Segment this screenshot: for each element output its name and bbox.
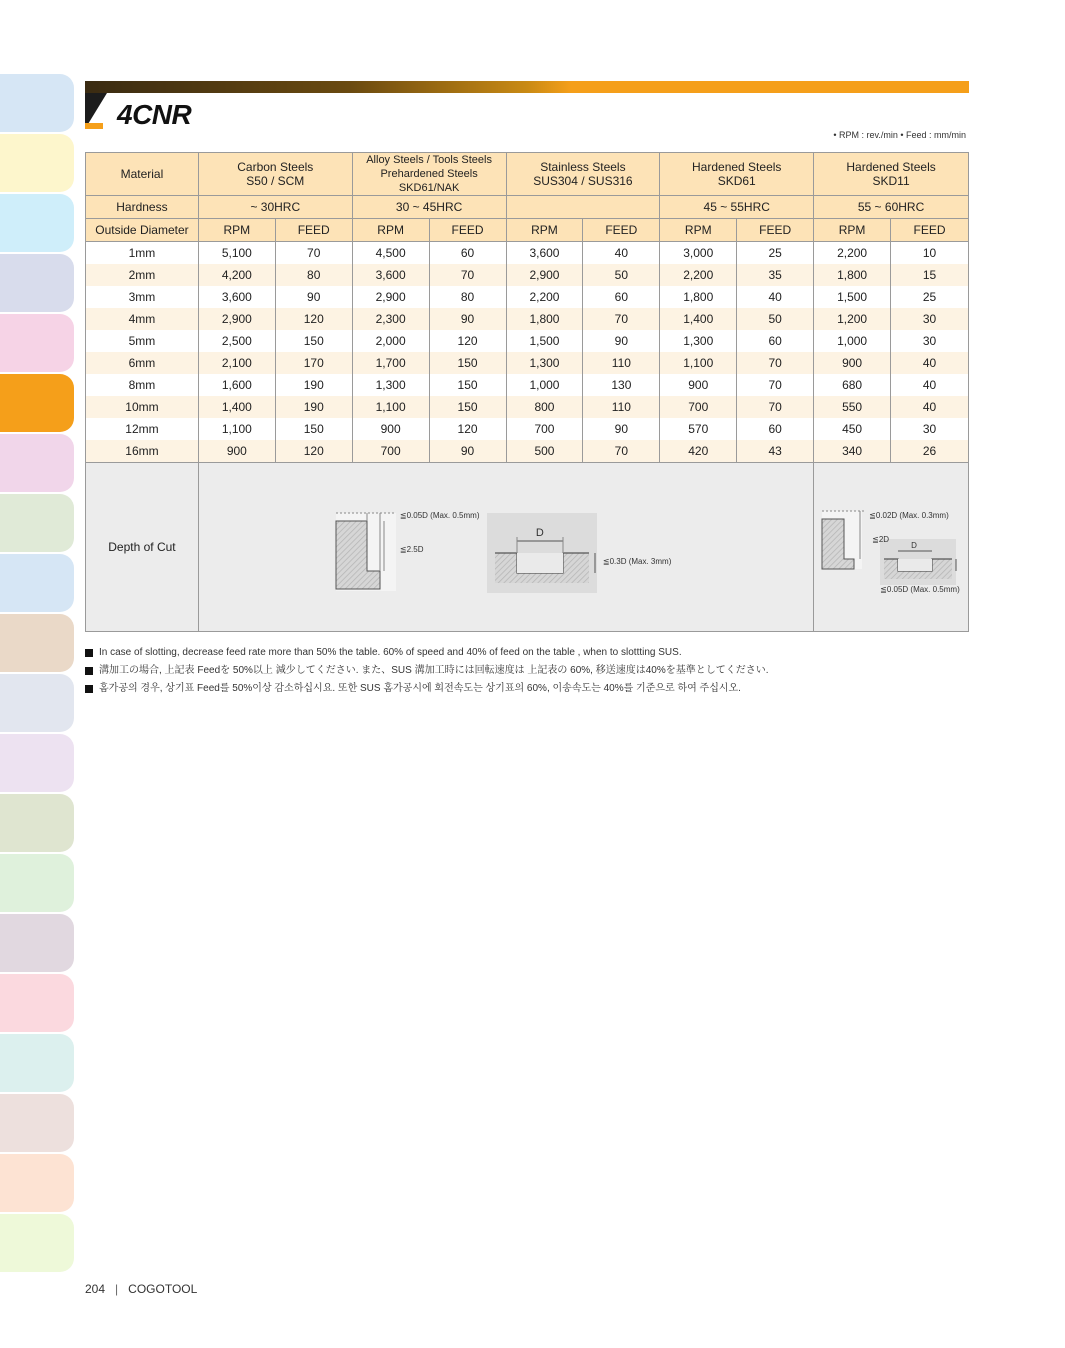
table-row (86, 286, 969, 308)
side-tab[interactable] (0, 1094, 74, 1152)
rpm-cell: 700 (352, 440, 429, 463)
feed-cell: 10 (891, 242, 969, 265)
rpm-cell: 550 (814, 396, 891, 418)
diameter-cell: 6mm (86, 352, 199, 374)
feed-cell: 40 (737, 286, 814, 308)
hardness-value: ~ 30HRC (198, 196, 352, 219)
depth-diagram-hardened (814, 463, 969, 632)
slot-d-label: D (535, 527, 544, 539)
rpm-cell: 5,100 (198, 242, 275, 265)
feed-cell: 35 (737, 264, 814, 286)
table-row (86, 308, 969, 330)
table-row (86, 374, 969, 396)
page-title: 4CNR (117, 99, 192, 130)
rpm-cell: 2,900 (506, 264, 583, 286)
header-bar (85, 81, 969, 93)
side-tab[interactable] (0, 134, 74, 192)
feed-header: FEED (429, 219, 506, 242)
feed-cell: 30 (891, 308, 969, 330)
rpm-header: RPM (506, 219, 583, 242)
rpm-cell: 900 (352, 418, 429, 440)
rpm-cell: 1,000 (506, 374, 583, 396)
diameter-cell: 10mm (86, 396, 199, 418)
feed-cell: 120 (429, 330, 506, 352)
feed-cell: 80 (429, 286, 506, 308)
feed-cell: 70 (275, 242, 352, 265)
feed-cell: 110 (583, 396, 660, 418)
hardness-value: 45 ~ 55HRC (660, 196, 814, 219)
rpm-cell: 1,400 (660, 308, 737, 330)
material-row (86, 153, 969, 196)
rpm-cell: 570 (660, 418, 737, 440)
hardness-value (506, 196, 660, 219)
feed-cell: 190 (275, 396, 352, 418)
rpm-cell: 500 (506, 440, 583, 463)
rpm-cell: 1,500 (506, 330, 583, 352)
feed-cell: 40 (891, 352, 969, 374)
rpm-cell: 1,500 (814, 286, 891, 308)
notes (85, 644, 769, 698)
rpm-cell: 1,700 (352, 352, 429, 374)
feed-cell: 150 (429, 396, 506, 418)
depth-label: Depth of Cut (86, 463, 199, 632)
side-tab[interactable] (0, 494, 74, 552)
rpm-cell: 2,500 (198, 330, 275, 352)
feed-cell: 70 (737, 396, 814, 418)
slot-depth-label: ≦0.3D (Max. 3mm) (602, 557, 672, 566)
feed-cell: 80 (275, 264, 352, 286)
hardened-diagram (814, 463, 969, 631)
table-row (86, 242, 969, 265)
feed-cell: 90 (429, 440, 506, 463)
hardness-value: 55 ~ 60HRC (814, 196, 969, 219)
note-item: 홈가공의 경우, 상기표 Feed를 50%이상 감소하십시요. 또한 SUS 홈가공시에 회전속도는 상기표의 60%, 이송속도는 40%를 기준으로 하여 주십시오. (85, 680, 769, 698)
rpm-cell: 2,300 (352, 308, 429, 330)
diameter-cell: 4mm (86, 308, 199, 330)
brand-name: COGOTOOL (128, 1282, 198, 1296)
feed-cell: 60 (583, 286, 660, 308)
feed-header: FEED (275, 219, 352, 242)
side-tab[interactable] (0, 254, 74, 312)
rpm-cell: 450 (814, 418, 891, 440)
feed-cell: 90 (583, 330, 660, 352)
side-tab[interactable] (0, 854, 74, 912)
side-tab[interactable] (0, 974, 74, 1032)
diameter-cell: 8mm (86, 374, 199, 396)
feed-cell: 150 (429, 374, 506, 396)
diameter-label: Outside Diameter (86, 219, 199, 242)
note-item: 溝加工の場合, 上記表 Feedを 50%以上 減少してください. また、SUS 溝加工時には回転速度は 上記表の 60%, 移送速度は40%を基準としてください. (85, 662, 769, 680)
rpm-cell: 2,900 (352, 286, 429, 308)
feed-cell: 110 (583, 352, 660, 374)
feed-cell: 120 (275, 440, 352, 463)
feed-cell: 50 (737, 308, 814, 330)
rpm-cell: 1,300 (660, 330, 737, 352)
rpm-cell: 2,200 (506, 286, 583, 308)
cutting-conditions-table (85, 152, 969, 632)
rpm-cell: 3,600 (352, 264, 429, 286)
rpm-cell: 1,400 (198, 396, 275, 418)
material-header: Hardened Steels SKD11 (814, 153, 969, 196)
feed-cell: 25 (737, 242, 814, 265)
diameter-cell: 16mm (86, 440, 199, 463)
rpm-cell: 1,800 (660, 286, 737, 308)
rpm-cell: 340 (814, 440, 891, 463)
rpm-header: RPM (660, 219, 737, 242)
rpm-cell: 2,100 (198, 352, 275, 374)
note-item: In case of slotting, decrease feed rate more than 50% the table. 60% of speed and 40% of feed on the table , when to slottting SUS. (85, 644, 769, 662)
rpm-cell: 1,000 (814, 330, 891, 352)
material-header: Hardened Steels SKD61 (660, 153, 814, 196)
feed-cell: 190 (275, 374, 352, 396)
material-label: Material (86, 153, 199, 196)
hardened-side-axial-label: ≦2D (872, 535, 890, 544)
side-tab[interactable] (0, 614, 74, 672)
feed-cell: 40 (891, 396, 969, 418)
feed-header: FEED (737, 219, 814, 242)
hardened-slot-d-label: D (911, 541, 917, 550)
feed-cell: 40 (583, 242, 660, 265)
side-tab[interactable] (0, 374, 74, 432)
feed-cell: 150 (275, 330, 352, 352)
material-header: Alloy Steels / Tools Steels Prehardened Steels SKD61/NAK (352, 153, 506, 196)
feed-cell: 150 (275, 418, 352, 440)
feed-cell: 150 (429, 352, 506, 374)
feed-cell: 60 (429, 242, 506, 265)
feed-cell: 30 (891, 418, 969, 440)
rpm-cell: 700 (506, 418, 583, 440)
side-tab[interactable] (0, 434, 74, 492)
rpm-cell: 800 (506, 396, 583, 418)
bullet-square-icon (85, 667, 93, 675)
side-tab[interactable] (0, 1034, 74, 1092)
table-row (86, 440, 969, 463)
hardened-slot-depth-label: ≦0.05D (Max. 0.5mm) (880, 585, 960, 594)
rpm-cell: 1,600 (198, 374, 275, 396)
feed-cell: 70 (583, 440, 660, 463)
rpm-cell: 1,300 (352, 374, 429, 396)
rpm-cell: 3,600 (198, 286, 275, 308)
hardness-label: Hardness (86, 196, 199, 219)
page-number: 204 (85, 1282, 106, 1296)
feed-cell: 26 (891, 440, 969, 463)
side-tab[interactable] (0, 734, 74, 792)
material-header: Stainless Steels SUS304 / SUS316 (506, 153, 660, 196)
feed-cell: 43 (737, 440, 814, 463)
feed-cell: 25 (891, 286, 969, 308)
feed-cell: 60 (737, 418, 814, 440)
side-tab[interactable] (0, 674, 74, 732)
rpm-cell: 1,100 (660, 352, 737, 374)
rpm-header: RPM (198, 219, 275, 242)
side-tab[interactable] (0, 1154, 74, 1212)
feed-header: FEED (891, 219, 969, 242)
rpm-cell: 1,100 (198, 418, 275, 440)
side-tab[interactable] (0, 1214, 74, 1272)
diameter-cell: 2mm (86, 264, 199, 286)
side-tab[interactable] (0, 554, 74, 612)
feed-cell: 40 (891, 374, 969, 396)
rpm-header: RPM (814, 219, 891, 242)
side-tab[interactable] (0, 74, 74, 132)
diameter-cell: 3mm (86, 286, 199, 308)
diameter-cell: 5mm (86, 330, 199, 352)
feed-cell: 30 (891, 330, 969, 352)
feed-cell: 70 (583, 308, 660, 330)
rpm-cell: 4,200 (198, 264, 275, 286)
rpm-cell: 1,800 (814, 264, 891, 286)
unit-note: • RPM : rev./min • Feed : mm/min (833, 130, 966, 140)
rpm-cell: 3,600 (506, 242, 583, 265)
rpm-cell: 900 (660, 374, 737, 396)
hardened-side-radial-label: ≦0.02D (Max. 0.3mm) (869, 511, 949, 520)
rpm-cell: 1,100 (352, 396, 429, 418)
feed-cell: 70 (429, 264, 506, 286)
feed-cell: 90 (275, 286, 352, 308)
feed-cell: 50 (583, 264, 660, 286)
column-header-row (86, 219, 969, 242)
bullet-square-icon (85, 649, 93, 657)
side-tab[interactable] (0, 314, 74, 372)
feed-cell: 15 (891, 264, 969, 286)
material-header: Carbon Steels S50 / SCM (198, 153, 352, 196)
feed-cell: 90 (429, 308, 506, 330)
table-row (86, 330, 969, 352)
side-radial-label: ≦0.05D (Max. 0.5mm) (399, 511, 480, 520)
rpm-cell: 1,200 (814, 308, 891, 330)
feed-cell: 90 (583, 418, 660, 440)
feed-cell: 120 (275, 308, 352, 330)
side-cut-diagram (199, 463, 815, 631)
table-row (86, 418, 969, 440)
hardness-row (86, 196, 969, 219)
side-tab[interactable] (0, 194, 74, 252)
depth-diagram-general (198, 463, 813, 632)
side-tab[interactable] (0, 794, 74, 852)
title-block (85, 93, 205, 133)
feed-header: FEED (583, 219, 660, 242)
rpm-cell: 900 (814, 352, 891, 374)
diameter-cell: 1mm (86, 242, 199, 265)
title-accent (85, 123, 103, 129)
rpm-cell: 2,200 (660, 264, 737, 286)
rpm-cell: 2,000 (352, 330, 429, 352)
depth-of-cut-row (86, 463, 969, 632)
rpm-cell: 1,300 (506, 352, 583, 374)
feed-cell: 130 (583, 374, 660, 396)
rpm-cell: 700 (660, 396, 737, 418)
footer: 204 | COGOTOOL (85, 1282, 198, 1296)
hardness-value: 30 ~ 45HRC (352, 196, 506, 219)
table-row (86, 264, 969, 286)
rpm-cell: 900 (198, 440, 275, 463)
rpm-cell: 3,000 (660, 242, 737, 265)
table-row (86, 396, 969, 418)
feed-cell: 120 (429, 418, 506, 440)
rpm-cell: 4,500 (352, 242, 429, 265)
rpm-cell: 2,900 (198, 308, 275, 330)
feed-cell: 60 (737, 330, 814, 352)
diameter-cell: 12mm (86, 418, 199, 440)
rpm-cell: 1,800 (506, 308, 583, 330)
rpm-cell: 680 (814, 374, 891, 396)
side-tab[interactable] (0, 914, 74, 972)
rpm-header: RPM (352, 219, 429, 242)
feed-cell: 70 (737, 352, 814, 374)
rpm-cell: 2,200 (814, 242, 891, 265)
bullet-square-icon (85, 685, 93, 693)
feed-cell: 170 (275, 352, 352, 374)
feed-cell: 70 (737, 374, 814, 396)
rpm-cell: 420 (660, 440, 737, 463)
table-row (86, 352, 969, 374)
side-axial-label: ≦2.5D (399, 545, 424, 554)
